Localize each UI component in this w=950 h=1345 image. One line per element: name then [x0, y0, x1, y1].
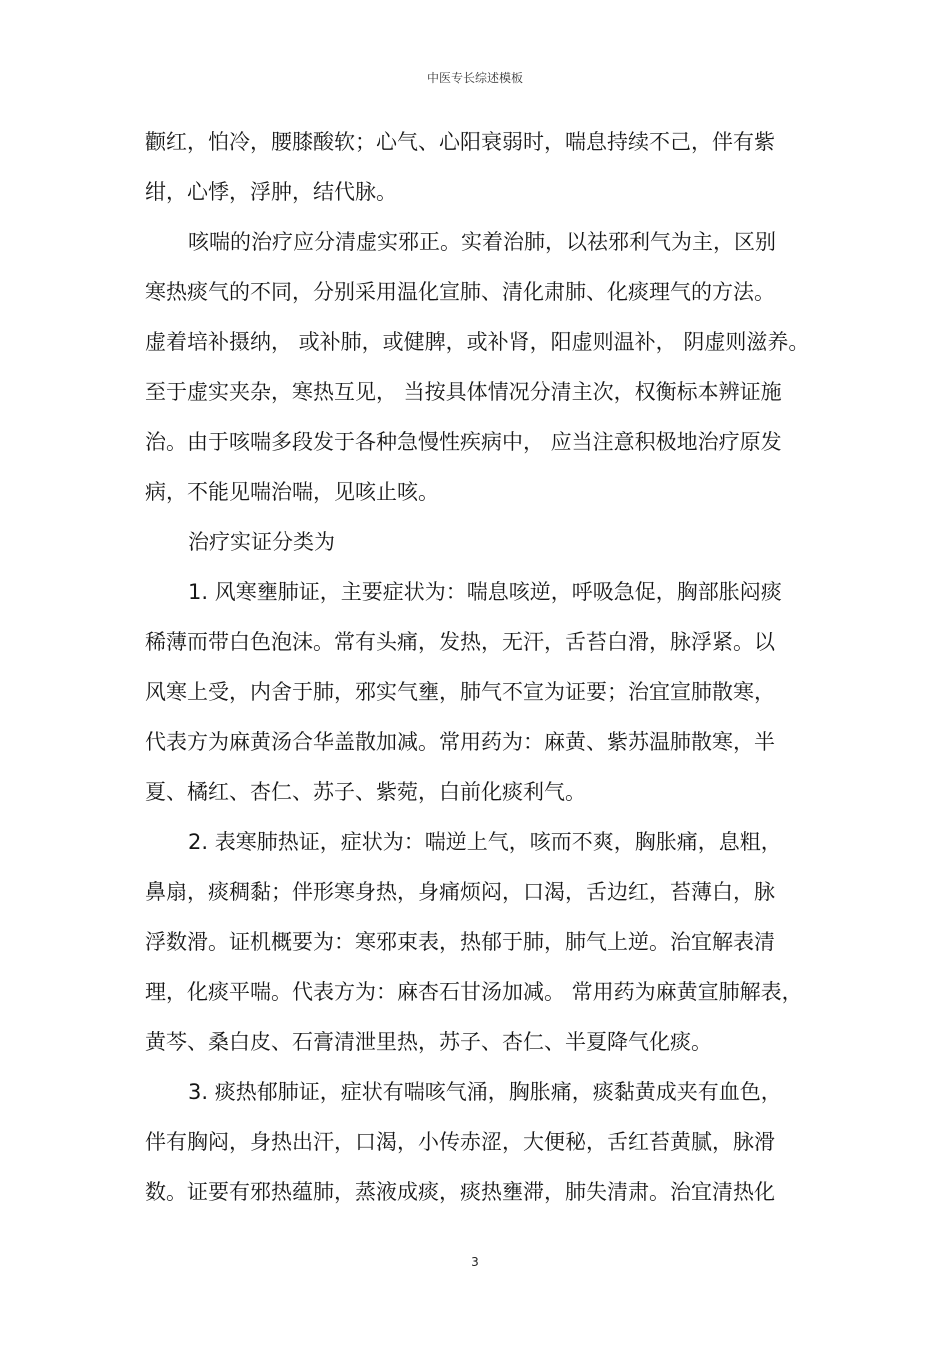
text-line: 浮数滑。证机概要为：寒邪束表，热郁于肺，肺气上逆。治宜解表清 — [145, 930, 775, 954]
text-line: 夏、橘红、杏仁、苏子、紫菀，白前化痰利气。 — [145, 780, 586, 804]
text-line: 1. 风寒壅肺证，主要症状为：喘息咳逆，呼吸急促，胸部胀闷痰 — [188, 580, 782, 604]
text-line: 伴有胸闷，身热出汗，口渴，小传赤涩，大便秘，舌红苔黄腻，脉滑 — [145, 1130, 775, 1154]
text-line: 咳喘的治疗应分清虚实邪正。实着治肺，以祛邪利气为主，区别 — [188, 230, 776, 254]
text-line: 绀，心悸，浮肿，结代脉。 — [145, 180, 397, 204]
text-line: 病，不能见喘治喘，见咳止咳。 — [145, 480, 439, 504]
text-line: 鼻扇，痰稠黏；伴形寒身热，身痛烦闷，口渴，舌边红，苔薄白，脉 — [145, 880, 775, 904]
text-line: 理，化痰平喘。代表方为：麻杏石甘汤加减。 常用药为麻黄宣肺解表， — [145, 980, 803, 1004]
page-number: 3 — [471, 1255, 479, 1269]
text-line: 治。由于咳喘多段发于各种急慢性疾病中， 应当注意积极地治疗原发 — [145, 430, 782, 454]
text-line: 寒热痰气的不同，分别采用温化宣肺、清化肃肺、化痰理气的方法。 — [145, 280, 775, 304]
section-heading: 治疗实证分类为 — [188, 530, 335, 554]
text-line: 2. 表寒肺热证，症状为：喘逆上气，咳而不爽，胸胀痛，息粗， — [188, 830, 782, 854]
text-line: 数。证要有邪热蕴肺，蒸液成痰，痰热壅滞，肺失清肃。治宜清热化 — [145, 1180, 775, 1204]
text-line: 稀薄而带白色泡沫。常有头痛，发热，无汗，舌苔白滑，脉浮紧。以 — [145, 630, 775, 654]
text-line: 虚着培补摄纳， 或补肺，或健脾，或补肾，阳虚则温补， 阴虚则滋养。 — [145, 330, 810, 354]
text-line: 风寒上受，内舍于肺，邪实气壅，肺气不宣为证要；治宜宣肺散寒， — [145, 680, 775, 704]
text-line: 至于虚实夹杂，寒热互见， 当按具体情况分清主次，权衡标本辨证施 — [145, 380, 782, 404]
text-line: 颧红，怕冷，腰膝酸软；心气、心阳衰弱时，喘息持续不己，伴有紫 — [145, 130, 775, 154]
text-line: 3. 痰热郁肺证，症状有喘咳气涌，胸胀痛，痰黏黄成夹有血色， — [188, 1080, 782, 1104]
text-line: 黄芩、桑白皮、石膏清泄里热，苏子、杏仁、半夏降气化痰。 — [145, 1030, 712, 1054]
page-header: 中医专长综述模板 — [426, 71, 523, 85]
text-line: 代表方为麻黄汤合华盖散加减。常用药为：麻黄、紫苏温肺散寒，半 — [145, 730, 775, 754]
